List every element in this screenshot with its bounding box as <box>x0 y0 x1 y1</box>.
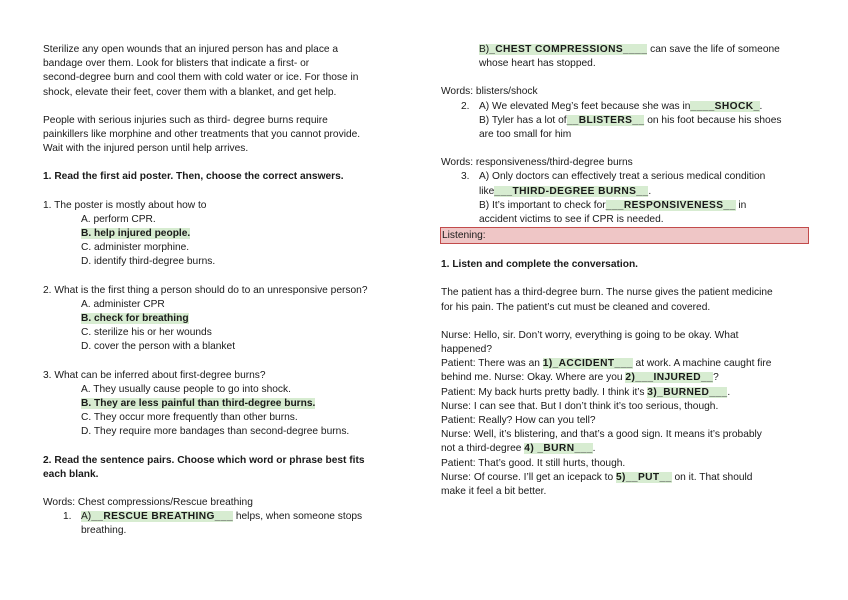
dialogue-line: Nurse: Well, it’s blistering, and that’s a good sign. It means it’s probably <box>441 429 762 441</box>
listening-section-header: Listening: <box>440 227 809 244</box>
dialogue-line: make it feel a bit better. <box>441 486 547 498</box>
intro-line: Sterilize any open wounds that an injured person has and place a <box>43 44 339 55</box>
intro-line: People with serious injuries such as third- degree burns require <box>43 114 328 126</box>
question-2: 2. What is the first thing a person should do to an unresponsive person? <box>43 284 368 296</box>
option-1c[interactable]: C. administer morphine. <box>81 242 190 254</box>
sentence-3a-cont: like___THIRD-DEGREE BURNS__. <box>479 185 652 197</box>
question-1: 1. The poster is mostly about how to <box>43 199 207 211</box>
question-3: 3. What can be inferred about first-degree burns? <box>43 369 266 381</box>
summary-line: for his pain. The patient’s cut must be cleaned and covered. <box>441 301 711 313</box>
sentence-3b: B) It’s important to check for___RESPONSIVENESS__ in <box>479 199 747 211</box>
sentence-2b-cont: are too small for him <box>479 129 572 141</box>
answer-blank[interactable]: __BLISTERS__ <box>566 114 645 126</box>
dialogue-line: Patient: There was an 1)_ACCIDENT___ at work. A machine caught fire <box>441 358 772 370</box>
option-2c[interactable]: C. sterilize his or her wounds <box>81 327 212 339</box>
intro-line: Wait with the injured person until help arrives. <box>43 143 249 155</box>
option-1d[interactable]: D. identify third-degree burns. <box>81 256 216 268</box>
dialogue-line: Patient: That’s good. It still hurts, though. <box>441 457 626 469</box>
option-3a[interactable]: A. They usually cause people to go into shock. <box>81 383 291 395</box>
dialogue-line: Patient: Really? How can you tell? <box>441 415 596 427</box>
option-3c[interactable]: C. They occur more frequently than other burns. <box>81 412 298 424</box>
listening-exercise-title: 1. Listen and complete the conversation. <box>441 259 639 271</box>
answer-blank[interactable]: 1)_ACCIDENT___ <box>542 358 633 370</box>
right-column <box>441 43 809 499</box>
dialogue-line: Nurse: Hello, sir. Don’t worry, everything is going to be okay. What <box>441 329 739 341</box>
answer-blank[interactable]: 5)__PUT__ <box>615 471 672 483</box>
left-column <box>43 43 415 539</box>
intro-line: bandage over them. Look for blisters that indicate a first- or <box>43 58 310 70</box>
intro-line: painkillers like morphine and other treatments that you cannot provide. <box>43 129 361 141</box>
sentence-1a-cont: breathing. <box>81 525 127 537</box>
exercise-2-title: 2. Read the sentence pairs. Choose which word or phrase best fits <box>43 454 365 466</box>
answer-blank[interactable]: 3)_BURNED___ <box>647 386 728 398</box>
option-2a[interactable]: A. administer CPR <box>81 298 165 310</box>
answer-blank[interactable]: ___RESPONSIVENESS__ <box>605 199 736 211</box>
dialogue-line: Patient: My back hurts pretty badly. I think it’s 3)_BURNED___. <box>441 386 731 398</box>
sentence-1a: 1. A)__RESCUE BREATHING___ helps, when someone stops <box>43 510 415 524</box>
option-2d[interactable]: D. cover the person with a blanket <box>81 341 236 353</box>
dialogue-line: not a third-degree 4) _BURN___. <box>441 443 596 455</box>
word-bank-2: Words: blisters/shock <box>441 86 538 98</box>
option-3d[interactable]: D. They require more bandages than second-degree burns. <box>81 426 350 438</box>
exercise-2-title-cont: each blank. <box>43 468 99 480</box>
dialogue-line: Nurse: Of course. I’ll get an icepack to 5)__PUT__ on it. That should <box>441 471 753 483</box>
item-number: 2. <box>461 100 470 112</box>
answer-blank[interactable]: __RESCUE BREATHING___ <box>91 511 234 523</box>
exercise-1-title: 1. Read the first aid poster. Then, choose the correct answers. <box>43 171 344 183</box>
answer-blank[interactable]: 2)___INJURED__ <box>625 372 714 384</box>
intro-line: second-degree burn and cool them with cold water or ice. For those in <box>43 72 359 84</box>
option-3b-correct[interactable]: B. They are less painful than third-degree burns. <box>81 398 316 410</box>
answer-blank[interactable]: ___THIRD-DEGREE BURNS__ <box>494 185 649 197</box>
intro-line: shock, elevate their feet, cover them with a blanket, and get help. <box>43 86 337 98</box>
option-1a[interactable]: A. perform CPR. <box>81 213 156 225</box>
word-bank-1: Words: Chest compressions/Rescue breathing <box>43 497 253 509</box>
item-number: 1. <box>63 511 72 523</box>
answer-blank[interactable]: ____SHOCK_ <box>690 100 760 112</box>
sentence-2b: B) Tyler has a lot of__BLISTERS__ on his foot because his shoes <box>479 114 782 126</box>
item-number: 3. <box>461 171 470 183</box>
sentence-2a: 2. A) We elevated Meg’s feet because she was in____SHOCK_. <box>441 100 809 114</box>
sentence-3b-cont: accident victims to see if CPR is needed. <box>479 214 664 226</box>
word-bank-3: Words: responsiveness/third-degree burns <box>441 157 633 169</box>
option-1b-correct[interactable]: B. help injured people. <box>81 228 191 240</box>
sentence-3a: 3. A) Only doctors can effectively treat a serious medical condition <box>441 170 809 184</box>
dialogue-line: happened? <box>441 344 492 356</box>
answer-blank[interactable]: 4) _BURN___ <box>524 443 593 455</box>
dialogue-line: behind me. Nurse: Okay. Where are you 2)___INJURED__? <box>441 372 719 384</box>
sentence-1b-cont: whose heart has stopped. <box>479 58 596 70</box>
sentence-1b: B)_CHEST COMPRESSIONS____ can save the life of someone <box>479 44 780 55</box>
option-2b-correct[interactable]: B. check for breathing <box>81 313 189 325</box>
dialogue-line: Nurse: I can see that. But I don’t think it’s too serious, though. <box>441 400 719 412</box>
summary-line: The patient has a third-degree burn. The nurse gives the patient medicine <box>441 287 773 299</box>
answer-blank[interactable]: _CHEST COMPRESSIONS____ <box>489 44 648 55</box>
